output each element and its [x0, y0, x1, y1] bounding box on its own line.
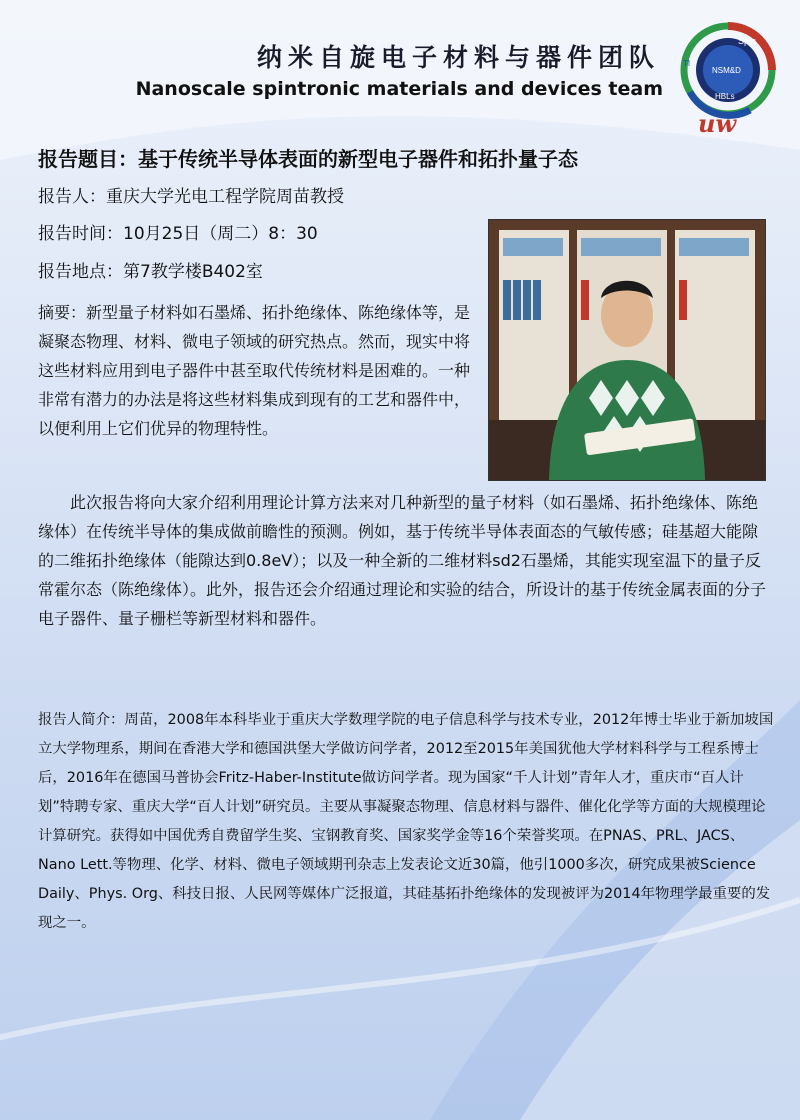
header [0, 0, 800, 135]
team-name-en: Nanoscale spintronic materials and devices team [135, 78, 663, 100]
speaker-photo [488, 219, 766, 481]
logo-ti-text: TI [683, 59, 691, 68]
team-logo [680, 22, 780, 137]
time-line: 报告时间：10月25日（周二）8：30 [38, 224, 318, 244]
abstract-paragraph-1: 摘要：新型量子材料如石墨烯、拓扑绝缘体、陈绝缘体等，是凝聚态物理、材料、微电子领域的研究热点。然而，现实中将这些材料应用到电子器件中甚至取代传统材料是困难的。一种非常有潜力的办法是将这些材料集成到现有的工艺和器件中，以便利用上它们优异的物理特性。 [38, 303, 471, 438]
abstract-paragraph-2: 此次报告将向大家介绍利用理论计算方法来对几种新型的量子材料（如石墨烯、拓扑绝缘体、陈绝缘体）在传统半导体的集成做前瞻性的预测。例如，基于传统半导体表面态的气敏传感；硅基超大能隙的二维拓扑绝缘体（能隙达到0.8eV）；以及一种全新的二维材料sd2石墨烯，其能实现室温下的量子反常霍尔态（陈绝缘体）。此外，报告还会介绍通过理论和实验的结合，所设计的基于传统金属表面的分子电子器件、量子栅栏等新型材料和器件。 [38, 493, 767, 628]
team-name-cn: 纳米自旋电子材料与器件团队 [256, 43, 660, 72]
speaker-bio: 报告人简介：周苗，2008年本科毕业于重庆大学数理学院的电子信息科学与技术专业，2012年博士毕业于新加坡国立大学物理系，期间在香港大学和德国洪堡大学做访问学者，2012至2015年美国犹他大学材料科学与工程系博士后，2016年在德国马普协会Fritz-Haber-Institute做访问学者。现为国家“千人计划”青年人才，重庆市“百人计划”特聘专家、重庆大学“百人计划”研究员。主要从事凝聚态物理、信息材料与器件、催化化学等方面的大规模理论计算研究。获得如中国优秀自费留学生奖、宝钢教育奖、国家奖学金等16个荣誉奖项。在PNAS、PRL、JACS、Nano Lett.等物理、化学、材料、微电子领域期刊杂志上发表论文近30篇，他引1000多次，研究成果被Science Daily、Phys. Org、科技日报、人民网等媒体广泛报道，其硅基拓扑绝缘体的发现被评为2014年物理学最重要的发现之一。 [38, 712, 774, 931]
logo-hbls-text: HBLs [715, 92, 735, 101]
location-line: 报告地点：第7教学楼B402室 [38, 262, 263, 282]
logo-spin-text: Spin [738, 36, 757, 46]
report-title: 报告题目：基于传统半导体表面的新型电子器件和拓扑量子态 [38, 147, 578, 171]
speaker-line: 报告人：重庆大学光电工程学院周苗教授 [38, 187, 344, 207]
logo-signature-text: uw [698, 109, 737, 137]
logo-center-text: NSM&D [712, 66, 741, 75]
